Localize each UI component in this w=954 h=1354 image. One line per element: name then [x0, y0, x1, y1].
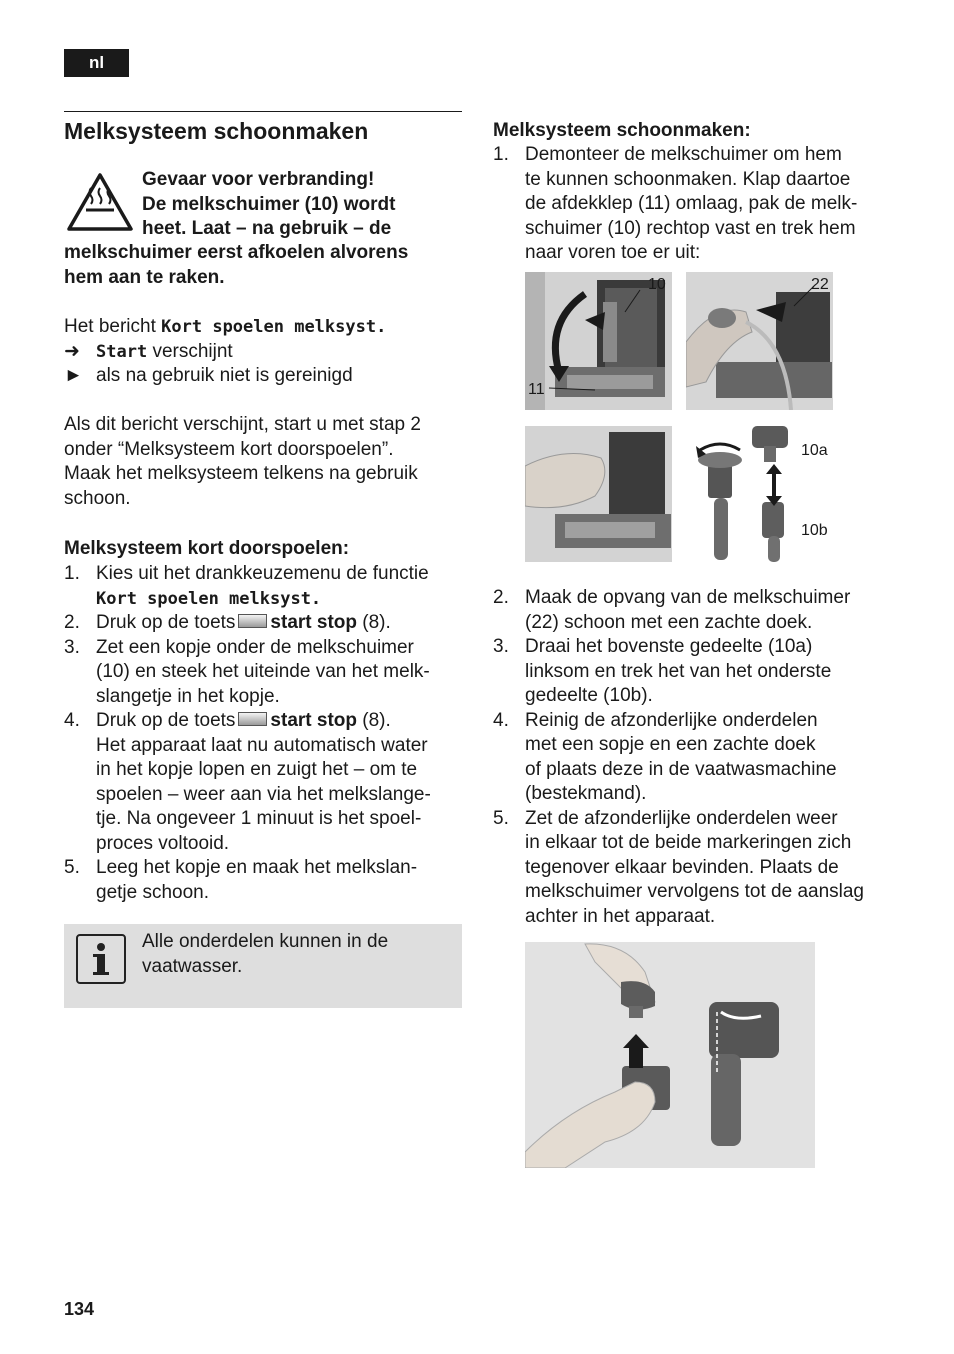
hot-surface-warning-icon [66, 172, 134, 232]
list-item: 1. Kies uit het drankkeuzemenu de functie Kort spoelen melksyst. [64, 563, 429, 609]
info-box [64, 924, 462, 1008]
figure-label: 11 [528, 381, 545, 398]
list-item: 3. Zet een kopje onder de melkschuimer (10) en steek het uiteinde van het melk- slangetje in het kopje. [64, 636, 430, 707]
figure-label: 10b [801, 522, 828, 539]
figure-label: 10a [801, 442, 828, 459]
photo-milk-frother-parts [686, 420, 801, 565]
message-block: Het bericht Kort spoelen melksyst. ➜ Start verschijnt ► als na gebruik niet is gereinigd [64, 315, 464, 389]
photo-reassemble-frother [525, 942, 815, 1168]
button-key-icon [238, 712, 267, 726]
list-item: 2. Druk op de toets start stop (8). [64, 612, 391, 633]
list-item: 5. Leeg het kopje en maak het melkslan- getje schoon. [64, 857, 418, 903]
bullet-icon: ► [64, 365, 83, 386]
arrow-icon: ➜ [64, 340, 80, 362]
list-item: 5. Zet de afzonderlijke onderdelen weer in elkaar tot de beide markeringen zich tegenover elkaar bevinden. Plaats de melkschuimer vervolgens tot de aanslag achter in het apparaat. [493, 807, 865, 927]
info-text: Alle onderdelen kunnen in de vaatwasser. [142, 931, 389, 977]
section-heading-kort: Melksysteem kort doorspoelen: [64, 538, 350, 559]
page-title: Melksysteem schoonmaken [64, 118, 369, 144]
list-item: 1. Demonteer de melkschuimer om hem te kunnen schoonmaken. Klap daartoe de afdekklep (11) omlaag, pak de melk- schuimer (10) rechtop vast en trek hem naar voren toe er uit: [493, 144, 858, 263]
section-divider [64, 111, 462, 112]
figure-label: 22 [811, 276, 829, 293]
figure-label: 10 [648, 276, 666, 293]
list-item: 2. Maak de opvang van de melkschuimer (22) schoon met een zachte doek. [493, 587, 851, 633]
photo-wipe-holder [525, 426, 672, 562]
page-number: 134 [64, 1299, 95, 1319]
warning-text-continued: melkschuimer eerst afkoelen alvorens hem aan te raken. [64, 242, 409, 288]
intro-paragraph: Als dit bericht verschijnt, start u met stap 2 onder “Melksysteem kort doorspoelen”. Maak het melksysteem telkens na gebruik schoon. [64, 414, 421, 509]
clean-steps-b [493, 586, 913, 929]
warning-text: Gevaar voor verbranding! De melkschuimer (10) wordt heet. Laat – na gebruik – de [142, 169, 396, 239]
section-heading-clean: Melksysteem schoonmaken: [493, 120, 751, 141]
button-key-icon [238, 614, 267, 628]
list-item: 4. Druk op de toets start stop (8). Het apparaat laat nu automatisch water in het kopje lopen en zuigt het – om te spoelen – weer aan via het melkslange- tje. Na ongeveer 1 minuut is het spoel- proces voltooid. [64, 710, 431, 854]
list-item: 3. Draai het bovenste gedeelte (10a) linksom en trek het van het onderste gedeelte (10b). [493, 636, 832, 706]
list-item: 4. Reinig de afzonderlijke onderdelen met een sopje en een zachte doek of plaats deze in de vaatwasmachine (bestekmand). [493, 709, 837, 804]
clean-steps-a [493, 143, 913, 266]
language-tab: nl [64, 49, 129, 77]
info-icon [76, 934, 126, 984]
kort-steps [64, 562, 464, 905]
